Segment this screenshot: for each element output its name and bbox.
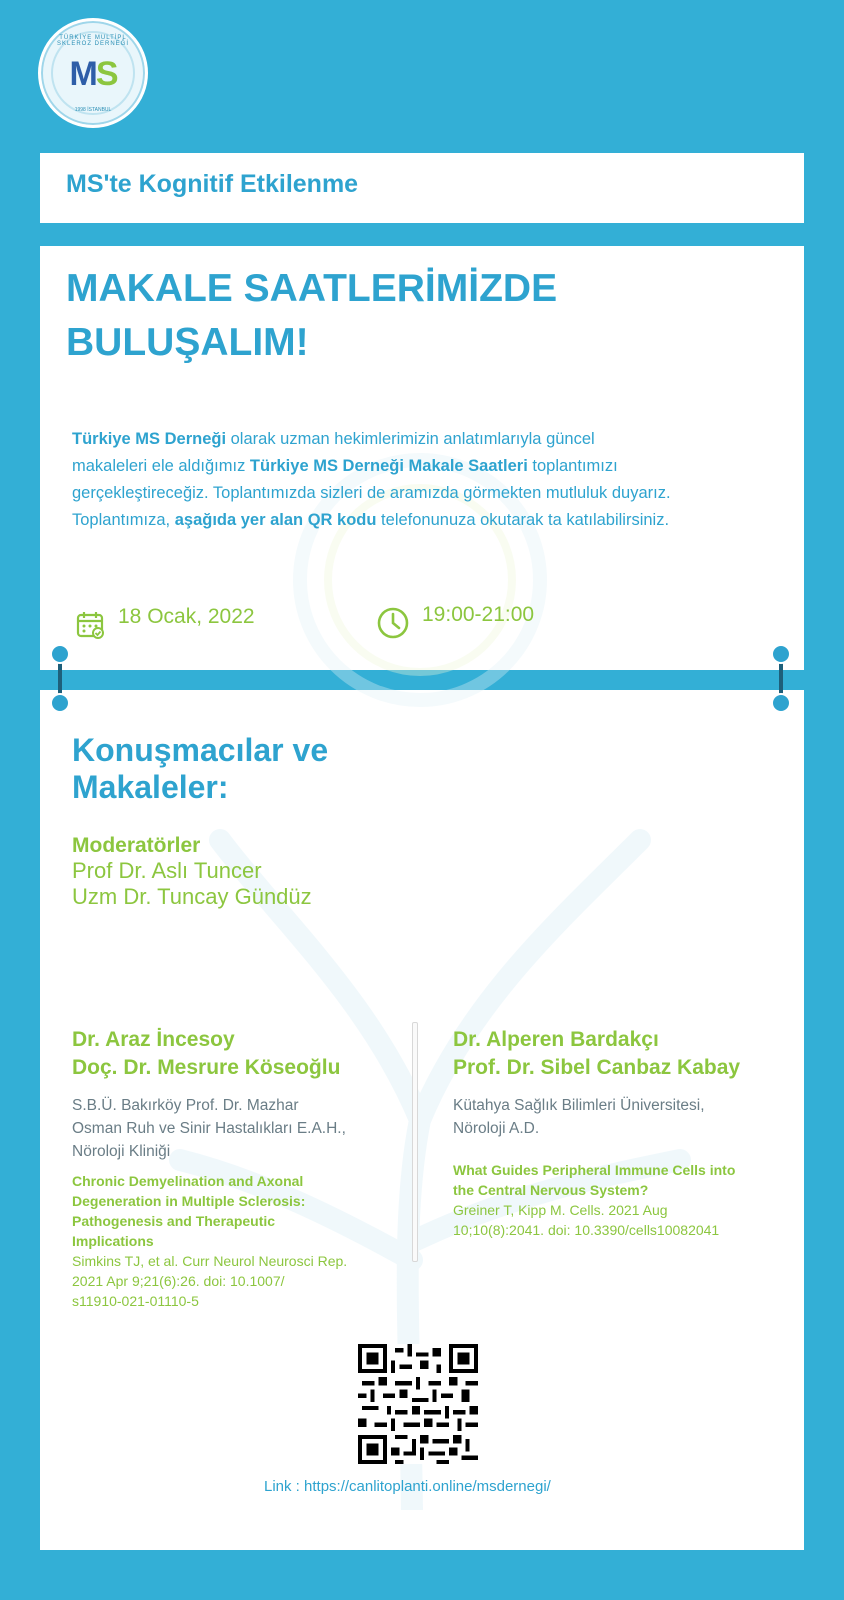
logo-ring-text: TÜRKİYE MULTİPL SKLEROZ DERNEĞİ: [56, 35, 129, 47]
event-date: 18 Ocak, 2022: [118, 605, 255, 628]
right-pin-top: [771, 644, 791, 664]
left-pin-top: [50, 644, 70, 664]
speaker-name: Doç. Dr. Mesrure Köseoğlu: [72, 1056, 341, 1079]
speaker-block-left: [72, 1026, 392, 1311]
logo-foot-text: 1998 İSTANBUL: [74, 107, 112, 113]
logo-ms-letters: MS: [69, 55, 117, 93]
qr-code[interactable]: [358, 1344, 478, 1464]
calendar-icon: [76, 610, 106, 640]
clock-icon: [376, 606, 410, 640]
headline-line-1: MAKALE SAATLERİMİZDE: [66, 267, 558, 310]
speakers-section-title: Konuşmacılar ve Makaleler:: [72, 732, 329, 805]
article-citation: Greiner T, Kipp M. Cells. 2021 Aug 10;10(8):2041. doi: 10.3390/cells10082041: [453, 1202, 720, 1238]
topic-title: MS'te Kognitif Etkilenme: [66, 170, 359, 198]
moderator-name: Uzm Dr. Tuncay Gündüz: [72, 884, 312, 909]
meeting-link[interactable]: Link : https://canlitoplanti.online/msdernegi/: [264, 1478, 551, 1495]
intro-paragraph: Türkiye MS Derneği olarak uzman hekimlerimizin anlatımlarıyla güncel makaleleri ele aldığımız Türkiye MS Derneği Makale Saatleri toplantımızı gerçekleştireceğiz. Toplantımızda sizleri de aramızda görmekten mutluluk duyarız. Toplantımıza, aşağıda yer alan QR kodu telefonunuza okutarak ta katılabilirsiniz.: [72, 430, 671, 529]
speaker-name: Dr. Araz İncesoy: [72, 1028, 235, 1051]
speaker-institution: Kütahya Sağlık Bilimleri Üniversitesi, Nöroloji A.D.: [453, 1097, 705, 1137]
speaker-name: Prof. Dr. Sibel Canbaz Kabay: [453, 1056, 741, 1079]
right-pin-bottom: [771, 693, 791, 713]
moderator-name: Prof Dr. Aslı Tuncer: [72, 858, 262, 883]
headline-line-2: BULUŞALIM!: [66, 321, 309, 364]
headline: [66, 262, 766, 370]
speaker-block-right: [453, 1026, 793, 1240]
article-citation: Simkins TJ, et al. Curr Neurol Neurosci Rep. 2021 Apr 9;21(6):26. doi: 10.1007/ s11910-021-01110-5: [72, 1253, 348, 1309]
event-time: 19:00-21:00: [422, 603, 535, 626]
ms-society-logo: [38, 18, 148, 128]
article-title: What Guides Peripheral Immune Cells into the Central Nervous System?: [453, 1162, 736, 1198]
speaker-name: Dr. Alperen Bardakçı: [453, 1028, 659, 1051]
left-pin-bottom: [50, 693, 70, 713]
article-title: Chronic Demyelination and Axonal Degeneration in Multiple Sclerosis: Pathogenesis and Therapeutic Implications: [72, 1173, 306, 1249]
speaker-institution: S.B.Ü. Bakırköy Prof. Dr. Mazhar Osman Ruh ve Sinir Hastalıkları E.A.H., Nöroloji Kliniği: [72, 1097, 346, 1160]
column-divider: [412, 1022, 418, 1262]
moderators-title: Moderatörler: [72, 834, 201, 857]
